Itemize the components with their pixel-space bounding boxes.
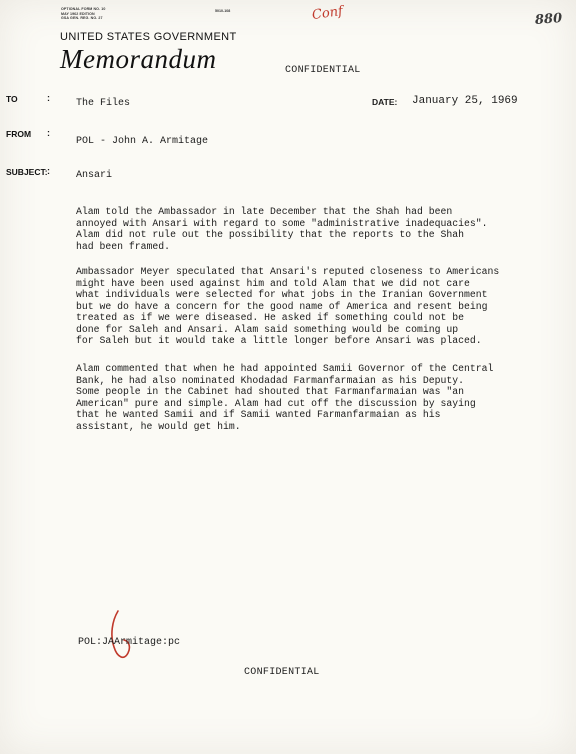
subject-label: SUBJECT:	[6, 167, 48, 177]
government-heading: UNITED STATES GOVERNMENT	[60, 31, 237, 43]
to-label: TO	[6, 94, 18, 104]
form-identifier	[61, 7, 105, 21]
form-line: GSA GEN. REG. NO. 27	[61, 16, 103, 21]
subject-colon: :	[47, 166, 50, 176]
date-value: January 25, 1969	[412, 95, 518, 107]
handwritten-check-mark	[102, 607, 142, 665]
from-value: POL - John A. Armitage	[76, 136, 209, 147]
to-value: The Files	[76, 98, 131, 109]
handwritten-number: 880	[534, 11, 563, 28]
form-line: MAY 1962 EDITION	[61, 11, 95, 16]
signature-line: POL:JAArmitage:pc	[78, 637, 181, 648]
handwritten-annotation: Conf	[311, 3, 344, 24]
paragraph-2: Ambassador Meyer speculated that Ansari's reputed closeness to Americans might have been used against him and told Alam that we did not care what individuals were selected for what jobs in the Iranian Government but we do have a concern for the good name of America and resent being treated as if we were diseased. He asked if something could not be done for Saleh and Ansari. Alam said something would be coming up for Saleh but it would take a little longer before Ansari was placed.	[76, 266, 500, 346]
memo-title: Memorandum	[60, 44, 217, 74]
classification-bottom: CONFIDENTIAL	[244, 667, 320, 678]
from-colon: :	[47, 128, 50, 138]
date-label: DATE:	[372, 97, 398, 107]
form-number: 5010-108	[215, 9, 231, 13]
paragraph-1: Alam told the Ambassador in late December that the Shah had been annoyed with Ansari with regard to some "administrative inadequacies". Alam did not rule out the possibility that the reports to the Shah had been framed.	[76, 206, 488, 252]
from-label: FROM	[6, 129, 32, 139]
to-colon: :	[47, 93, 50, 103]
classification-top: CONFIDENTIAL	[285, 65, 361, 76]
subject-value: Ansari	[76, 170, 113, 181]
paragraph-3: Alam commented that when he had appointed Samii Governor of the Central Bank, he had also nominated Khodadad Farmanfarmaian as his Deputy. Some people in the Cabinet had shouted that Farmanfarmaian was "an American" pure and simple. Alam had cut off the discussion by saying that he wanted Samii and if Samii wanted Farmanfarmaian as his assistant, he would get him.	[76, 363, 494, 432]
form-line: OPTIONAL FORM NO. 10	[61, 7, 106, 11]
